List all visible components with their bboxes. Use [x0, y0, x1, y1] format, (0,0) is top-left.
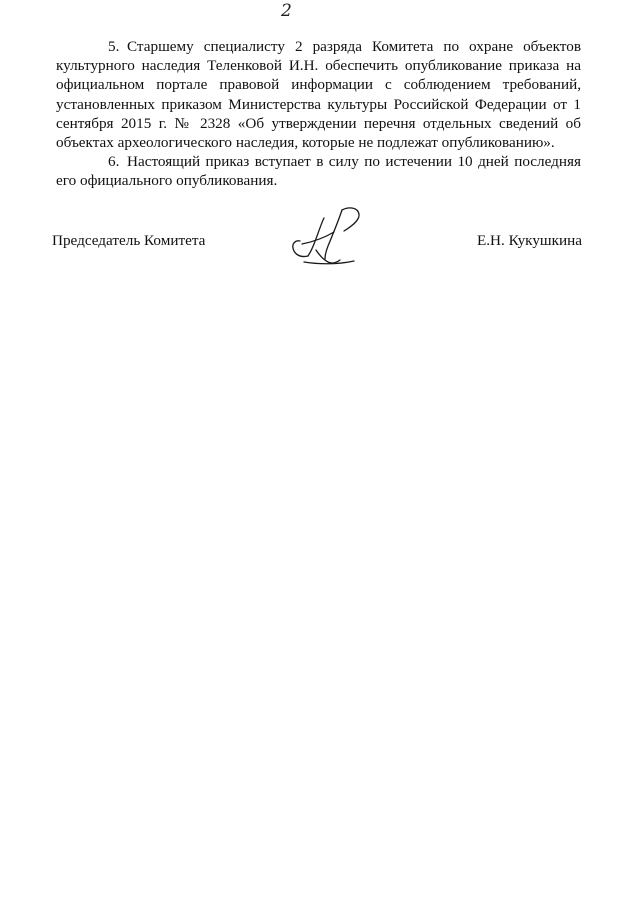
signatory-name: Е.Н. Кукушкина	[476, 232, 582, 249]
paragraph-6	[56, 152, 581, 190]
handwritten-signature	[288, 204, 368, 266]
paragraph-text: Настоящий приказ вступает в силу по истечении 10 дней последняя его официального опубликования.	[56, 153, 581, 190]
paragraph-number: 5.	[108, 38, 120, 55]
signatory-title: Председатель Комитета	[52, 232, 206, 249]
paragraph-number: 6.	[108, 153, 120, 171]
page-number: 2	[281, 1, 292, 21]
document-body	[56, 37, 581, 191]
signature-block	[52, 200, 582, 270]
paragraph-5	[56, 37, 581, 152]
paragraph-text: Старшему специалисту 2 разряда Комитета по охране объектов культурного наследия Теленковой И.Н. обеспечить опубликование приказа на официальном портале правовой информации с соблюдением требований, установленных приказом Министерства культуры Российской Федерации от 1 сентября 2015 г. № 2328 «Об утверждении перечня отдельных сведений об объектах археологического наследия, которые не подлежат опубликованию».	[56, 38, 581, 152]
